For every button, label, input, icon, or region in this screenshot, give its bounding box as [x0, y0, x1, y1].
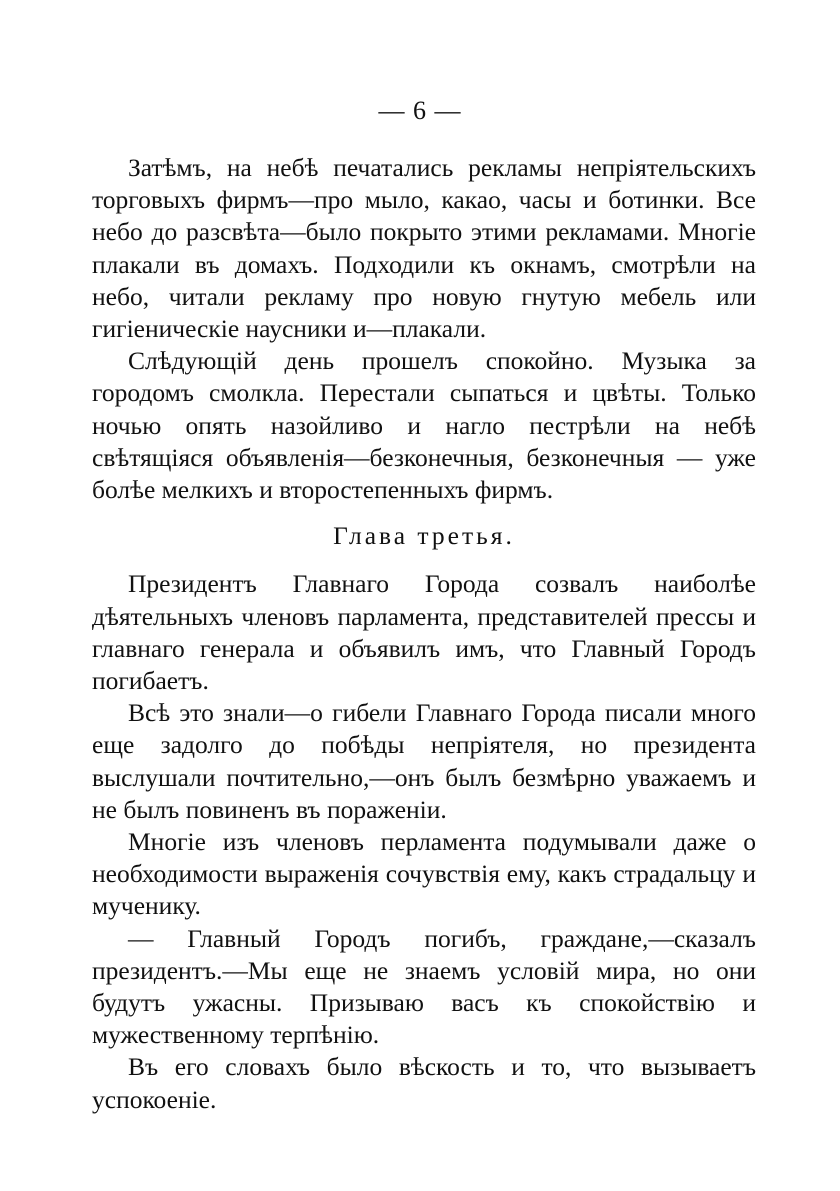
body-text [92, 152, 756, 1116]
paragraph: Многіе изъ членовъ перламента подумывали даже о необходимости выраженія сочувствія ему, какъ страдальцу и мученику. [92, 827, 756, 921]
paragraph: Всѣ это знали—о гибели Главнаго Города писали много еще задолго до побѣды непріятеля, но президента выслушали почтительно,—онъ былъ безмѣрно уважаемъ и не былъ повиненъ въ пораженіи. [92, 698, 756, 824]
page-number: — 6 — [378, 96, 462, 125]
paragraph: Слѣдующій день прошелъ спокойно. Музыка за городомъ смолкла. Перестали сыпаться и цвѣты. Только ночью опять назойливо и нагло пестрѣли на небѣ свѣтящіяся объявленія—безконечныя, безконечныя — уже болѣе мелкихъ и второстепенныхъ фирмъ. [92, 346, 756, 505]
paragraph: Затѣмъ, на небѣ печатались рекламы непріятельскихъ торговыхъ фирмъ—про мыло, какао, часы и ботинки. Все небо до разсвѣта—было покрыто этими рекламами. Многіе плакали въ домахъ. Подходили къ окнамъ, смотрѣли на небо, читали рекламу про новую гнутую мебель или гигіеническіе наусники и—плакали. [92, 153, 756, 344]
paragraph: Въ его словахъ было вѣскость и то, что вызываетъ успокоеніе. [92, 1052, 756, 1114]
chapter-heading: Глава третья. [333, 521, 515, 551]
paragraph: — Главный Городъ погибъ, граждане,—сказалъ президентъ.—Мы еще не знаемъ условій мира, но они будутъ ужасны. Призываю васъ къ спокойствію и мужественному терпѣнію. [92, 923, 756, 1050]
paragraph: Президентъ Главнаго Города созвалъ наиболѣе дѣятельныхъ членовъ парламента, представителей прессы и главнаго генерала и объявилъ имъ, что Главный Городъ погибаетъ. [92, 569, 756, 696]
